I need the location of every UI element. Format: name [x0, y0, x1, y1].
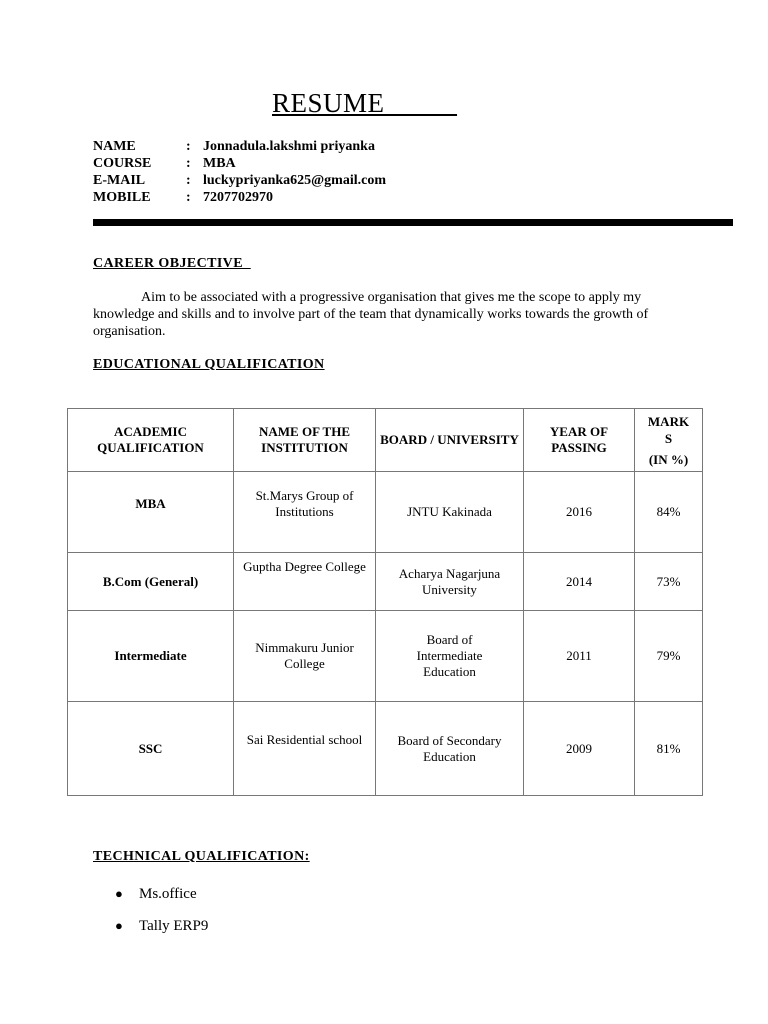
- info-colon: :: [186, 156, 191, 171]
- bullet-icon: ●: [115, 886, 123, 901]
- column-header: S: [664, 430, 673, 446]
- column-header: YEAR OF PASSING: [524, 409, 635, 472]
- skill-label: Ms.office: [139, 886, 197, 902]
- cell-qualification: SSC: [68, 702, 234, 796]
- technical-heading: TECHNICAL QUALIFICATION:: [93, 849, 310, 864]
- column-header: BOARD / UNIVERSITY: [376, 409, 524, 472]
- cell-board: Board of Intermediate Education: [376, 611, 524, 702]
- info-label: NAME: [93, 139, 136, 154]
- list-item: [93, 884, 208, 916]
- info-value: Jonnadula.lakshmi priyanka: [203, 139, 375, 154]
- cell-marks: 79%: [635, 611, 703, 702]
- cell-year: 2014: [524, 553, 635, 611]
- table-row: [68, 553, 703, 611]
- cell-year: 2011: [524, 611, 635, 702]
- cell-board: Acharya Nagarjuna University: [376, 553, 524, 611]
- info-row-mobile: [93, 189, 386, 206]
- technical-skills-list: [93, 884, 208, 948]
- table-row: [68, 611, 703, 702]
- column-header: MARK: [647, 413, 690, 429]
- info-value: MBA: [203, 156, 236, 171]
- cell-year: 2016: [524, 472, 635, 553]
- career-objective-text: [93, 289, 673, 340]
- cell-institution: Sai Residential school: [234, 702, 376, 796]
- cell-qualification: MBA: [68, 472, 234, 553]
- info-value: luckypriyanka625@gmail.com: [203, 173, 386, 188]
- personal-info: [93, 138, 386, 206]
- info-colon: :: [186, 190, 191, 205]
- education-heading: EDUCATIONAL QUALIFICATION: [93, 357, 325, 372]
- info-row-name: [93, 138, 386, 155]
- page-title: RESUME: [272, 88, 458, 118]
- column-header: ACADEMIC QUALIFICATION: [68, 409, 234, 472]
- career-objective-heading: CAREER OBJECTIVE: [93, 256, 251, 271]
- bullet-icon: ●: [115, 918, 123, 933]
- education-table: [67, 408, 703, 796]
- info-row-email: [93, 172, 386, 189]
- info-row-course: [93, 155, 386, 172]
- info-label: E-MAIL: [93, 173, 146, 188]
- skill-label: Tally ERP9: [139, 918, 209, 934]
- cell-board: Board of Secondary Education: [376, 702, 524, 796]
- cell-marks: 73%: [635, 553, 703, 611]
- info-colon: :: [186, 139, 191, 154]
- column-header: (IN %): [648, 451, 689, 467]
- cell-marks: 84%: [635, 472, 703, 553]
- info-value: 7207702970: [203, 190, 273, 205]
- cell-year: 2009: [524, 702, 635, 796]
- career-objective-body: Aim to be associated with a progressive organisation that gives me the scope to apply my knowledge and skills and to involve part of the team that dynamically works towards the growth of organisation.: [93, 290, 649, 339]
- cell-institution: Guptha Degree College: [234, 553, 376, 611]
- info-colon: :: [186, 173, 191, 188]
- cell-qualification: Intermediate: [68, 611, 234, 702]
- cell-marks: 81%: [635, 702, 703, 796]
- cell-board: JNTU Kakinada: [376, 472, 524, 553]
- column-header-marks: [635, 409, 703, 472]
- cell-institution: Nimmakuru Junior College: [234, 611, 376, 702]
- cell-qualification: B.Com (General): [68, 553, 234, 611]
- horizontal-rule: [93, 219, 733, 226]
- cell-institution: St.Marys Group of Institutions: [234, 472, 376, 553]
- info-label: COURSE: [93, 156, 152, 171]
- info-label: MOBILE: [93, 190, 151, 205]
- column-header: NAME OF THE INSTITUTION: [234, 409, 376, 472]
- list-item: [93, 916, 208, 948]
- table-row: [68, 472, 703, 553]
- table-header-row: [68, 409, 703, 472]
- table-row: [68, 702, 703, 796]
